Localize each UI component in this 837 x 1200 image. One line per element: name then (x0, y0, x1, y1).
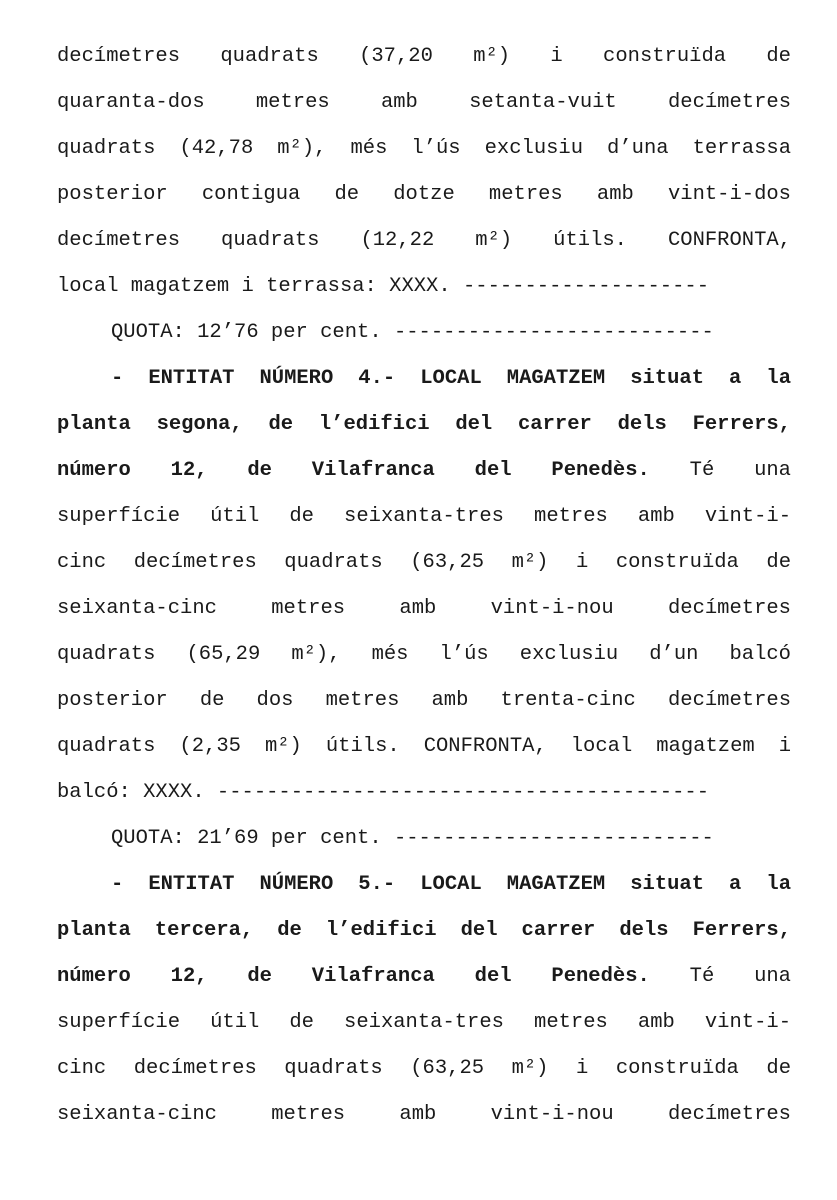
text-line (57, 1046, 791, 1092)
text-line (57, 1000, 791, 1046)
body-text: Té una (649, 459, 791, 482)
text-line (57, 1092, 791, 1138)
text-line (57, 816, 791, 862)
body-text: QUOTA: 21’69 per cent. -------------------------- (111, 827, 714, 850)
document-page (57, 34, 791, 1138)
bold-text: planta tercera, de l’edifici del carrer dels Ferrers, (57, 919, 791, 942)
text-line (57, 908, 791, 954)
bold-text: número 12, de Vilafranca del Penedès. (57, 965, 650, 988)
body-text: posterior de dos metres amb trenta-cinc decímetres (57, 689, 791, 712)
body-text: quaranta-dos metres amb setanta-vuit decímetres (57, 91, 791, 114)
body-text: quadrats (65,29 m²), més l’ús exclusiu d’un balcó (57, 643, 791, 666)
bold-text: - ENTITAT NÚMERO 4.- LOCAL MAGATZEM situat a la (111, 367, 791, 390)
text-line (57, 954, 791, 1000)
text-line (57, 678, 791, 724)
bold-text: - ENTITAT NÚMERO 5.- LOCAL MAGATZEM situat a la (111, 873, 791, 896)
body-text: superfície útil de seixanta-tres metres amb vint-i- (57, 505, 791, 528)
body-text: decímetres quadrats (37,20 m²) i construïda de (57, 45, 791, 68)
text-line (57, 80, 791, 126)
text-line (57, 540, 791, 586)
document-body (57, 34, 791, 1138)
text-line (57, 770, 791, 816)
text-line (57, 34, 791, 80)
body-text: seixanta-cinc metres amb vint-i-nou decímetres (57, 1103, 791, 1126)
bold-text: número 12, de Vilafranca del Penedès. (57, 459, 650, 482)
text-line (57, 126, 791, 172)
body-text: decímetres quadrats (12,22 m²) útils. CONFRONTA, (57, 229, 791, 252)
text-line (57, 448, 791, 494)
text-line (57, 632, 791, 678)
text-line (57, 494, 791, 540)
body-text: Té una (649, 965, 791, 988)
text-line (57, 724, 791, 770)
bold-text: planta segona, de l’edifici del carrer dels Ferrers, (57, 413, 791, 436)
text-line (57, 356, 791, 402)
text-line (57, 586, 791, 632)
body-text: cinc decímetres quadrats (63,25 m²) i construïda de (57, 551, 791, 574)
body-text: posterior contigua de dotze metres amb vint-i-dos (57, 183, 791, 206)
body-text: balcó: XXXX. ---------------------------------------- (57, 781, 710, 804)
body-text: cinc decímetres quadrats (63,25 m²) i construïda de (57, 1057, 791, 1080)
text-line (57, 172, 791, 218)
body-text: superfície útil de seixanta-tres metres amb vint-i- (57, 1011, 791, 1034)
text-line (57, 264, 791, 310)
text-line (57, 402, 791, 448)
body-text: quadrats (2,35 m²) útils. CONFRONTA, local magatzem i (57, 735, 791, 758)
body-text: quadrats (42,78 m²), més l’ús exclusiu d’una terrassa (57, 137, 791, 160)
body-text: local magatzem i terrassa: XXXX. -------------------- (57, 275, 710, 298)
text-line (57, 862, 791, 908)
body-text: seixanta-cinc metres amb vint-i-nou decímetres (57, 597, 791, 620)
text-line (57, 310, 791, 356)
body-text: QUOTA: 12’76 per cent. -------------------------- (111, 321, 714, 344)
text-line (57, 218, 791, 264)
